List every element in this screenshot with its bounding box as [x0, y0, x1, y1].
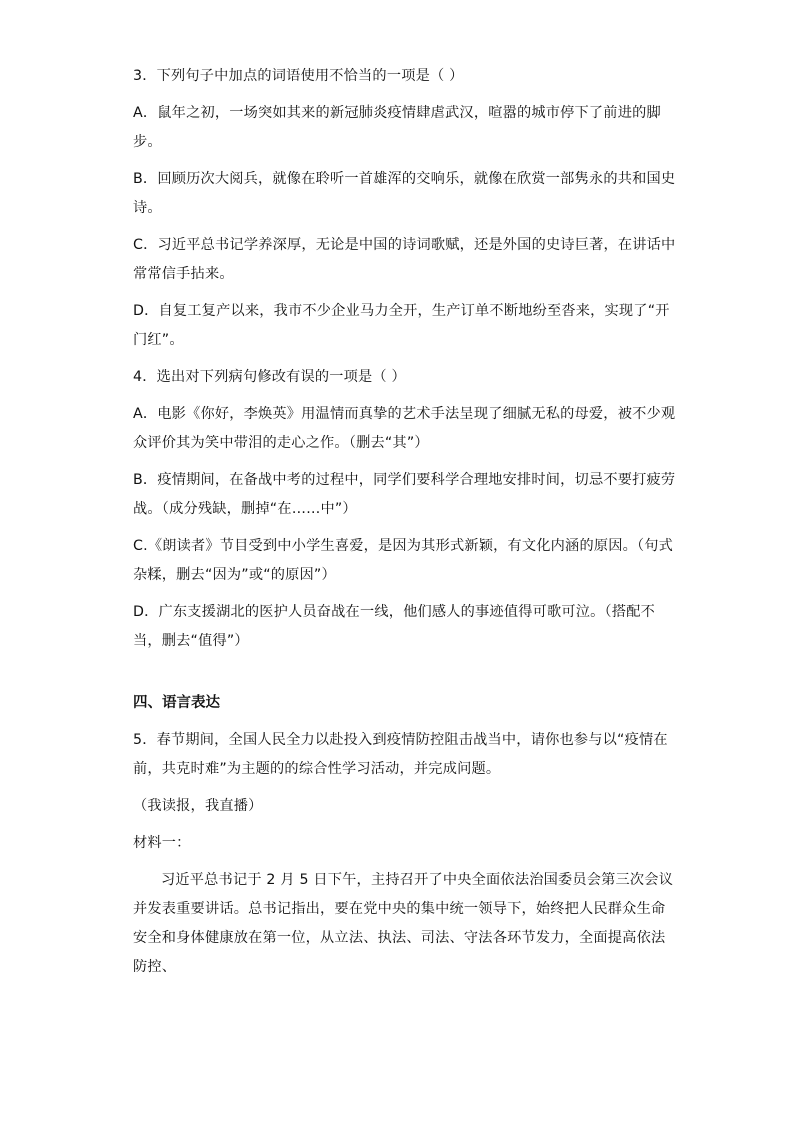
question-3-option-d: D．自复工复产以来，我市不少企业马力全开，生产订单不断地纷至沓来，实现了“开门红”。 — [133, 303, 670, 348]
question-5-subtitle: （我读报，我直播） — [133, 798, 263, 814]
question-3-option-a: A．鼠年之初，一场突如其来的新冠肺炎疫情肆虐武汉，喧嚣的城市停下了前进的脚步。 — [133, 105, 661, 150]
question-4-stem: 4．选出对下列病句修改有误的一项是（ ） — [133, 369, 406, 385]
section-heading-language-expression: 四、语言表达 — [133, 695, 220, 711]
material-one-text: 习近平总书记于 2 月 5 日下午，主持召开了中央全面依法治国委员会第三次会议并发表重要讲话。总书记指出，要在党中央的集中统一领导下，始终把人民群众生命安全和身体健康放在第一位，从立法、执法、司法、守法各环节发力，全面提高依法防控、 — [133, 872, 674, 975]
question-5-stem: 5．春节期间，全国人民全力以赴投入到疫情防控阻击战当中，请你也参与以“疫情在前，共克时难”为主题的的综合性学习活动，并完成问题。 — [133, 732, 668, 777]
material-one-label: 材料一： — [133, 835, 191, 851]
question-4-option-d: D．广东支援湖北的医护人员奋战在一线，他们感人的事迹值得可歌可泣。（搭配不当，删去“值得”） — [133, 604, 655, 649]
document-content — [133, 62, 678, 982]
question-3-stem: 3．下列句子中加点的词语使用不恰当的一项是（ ） — [133, 68, 464, 84]
question-4-option-b: B．疫情期间，在备战中考的过程中，同学们要科学合理地安排时间，切忌不要打疲劳战。（成分残缺，删掉“在……中”） — [133, 472, 676, 517]
question-4-option-a: A．电影《你好，李焕英》用温情而真挚的艺术手法呈现了细腻无私的母爱，被不少观众评价其为笑中带泪的走心之作。（删去“其”） — [133, 406, 676, 451]
question-3-option-c: C．习近平总书记学养深厚，无论是中国的诗词歌赋，还是外国的史诗巨著，在讲话中常常信手拈来。 — [133, 237, 676, 282]
question-4-option-c: C.《朗读者》节目受到中小学生喜爱，是因为其形式新颖，有文化内涵的原因。（句式杂糅，删去“因为”或“的原因”） — [133, 538, 674, 583]
question-3-option-b: B．回顾历次大阅兵，就像在聆听一首雄浑的交响乐，就像在欣赏一部隽永的共和国史诗。 — [133, 171, 676, 216]
